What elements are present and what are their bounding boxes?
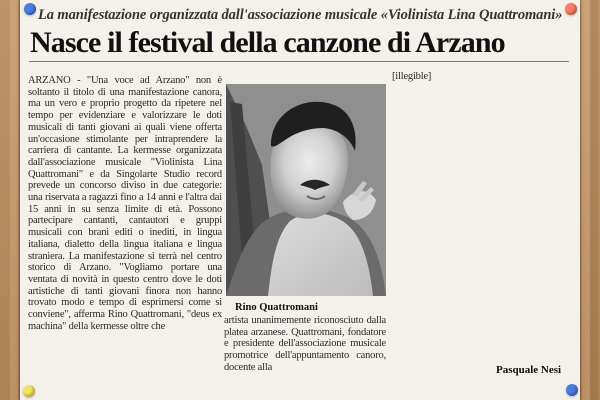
article-column-middle: artista unanimemente riconosciuto dalla platea arzanese. Quattromani, fondatore e presidente dell'associazione musicale promotrice dell'appuntamento canoro, docente alla [224,315,386,373]
kicker: La manifestazione organizzata dall'associazione musicale «Violinista Lina Quattromani» [38,7,563,23]
photo-caption: Rino Quattromani [235,302,318,313]
author-signature: Pasquale Nesi [496,364,562,376]
headline: Nasce il festival della canzone di Arzano [30,26,505,59]
yellow-pushpin-icon [23,385,35,397]
blue-pushpin-icon [24,3,36,15]
headline-rule [29,61,569,62]
portrait-photo [226,84,386,296]
red-pushpin-icon [565,3,577,15]
newspaper-clipping [20,0,580,400]
portrait-image [226,84,386,296]
article-column-right: [illegible] [392,71,432,82]
blue-pushpin-icon [566,384,578,396]
article-column-left: ARZANO - "Una voce ad Arzano" non è soltanto il titolo di una manifestazione canora, ma un vero e proprio progetto da ripetere nel tempo per evidenziare e valorizzare le doti musicali di tanti giovani ai quali viene offerta un'occasione stimolante per intraprendere la carriera di cantante. La kermesse organizzata dall'associazione musicale "Violinista Lina Quattromani" e da Singolarte Studio record prevede un concorso diviso in due categorie: una riservata a ragazzi fino a 14 anni e l'altra dai 15 anni in su senza limite di età. Possono partecipare cantanti, cantautori e gruppi musicali con brani editi o inediti, in lingua italiana, dialetto della lingua italiana e lingua straniera. La manifestazione si terrà nel centro storico di Arzano. "Vogliamo portare una ventata di novità in questo centro dove le doti artistiche di tanti giovani finora non hanno trovato modo e tempo di esprimersi come si conviene", afferma Rino Quattromani, "deus ex machina" della kermesse oltre che [28,75,222,332]
